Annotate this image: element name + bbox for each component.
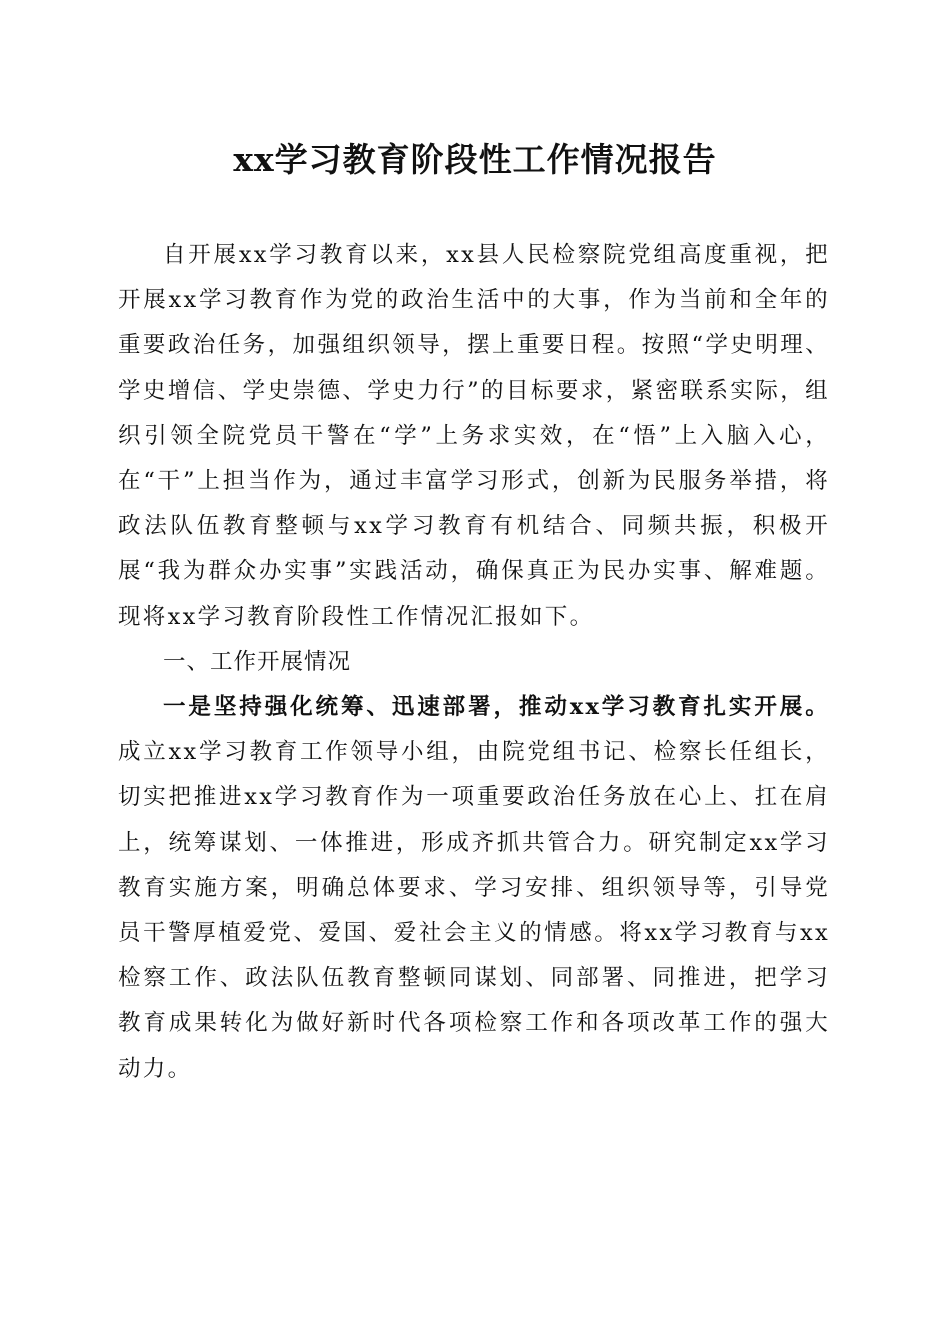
paragraph-body-text: 成立xx学习教育工作领导小组，由院党组书记、检察长任组长，切实把推进xx学习教育作为一项重要政治任务放在心上、扛在肩上，统筹谋划、一体推进，形成齐抓共管合力。研究制定xx学习教育实施方案，明确总体要求、学习安排、组织领导等，引导党员干警厚植爱党、爱国、爱社会主义的情感。将xx学习教育与xx检察工作、政法队伍教育整顿同谋划、同部署、同推进，把学习教育成果转化为做好新时代各项检察工作和各项改革工作的强大动力。 (118, 739, 830, 1082)
section-paragraph (118, 685, 830, 1092)
document-body (118, 233, 830, 1092)
paragraph-lead-sentence: 一是坚持强化统筹、迅速部署，推动xx学习教育扎实开展。 (163, 694, 830, 721)
section-heading: 一、工作开展情况 (163, 648, 352, 675)
intro-paragraph: 自开展xx学习教育以来，xx县人民检察院党组高度重视，把开展xx学习教育作为党的政治生活中的大事，作为当前和全年的重要政治任务，加强组织领导，摆上重要日程。按照“学史明理、学史增信、学史崇德、学史力行”的目标要求，紧密联系实际，组织引领全院党员干警在“学”上务求实效，在“悟”上入脑入心，在“干”上担当作为，通过丰富学习形式，创新为民服务举措，将政法队伍教育整顿与xx学习教育有机结合、同频共振，积极开展“我为群众办实事”实践活动，确保真正为民办实事、解难题。现将xx学习教育阶段性工作情况汇报如下。 (118, 242, 830, 630)
document-title: xx学习教育阶段性工作情况报告 (233, 140, 717, 179)
